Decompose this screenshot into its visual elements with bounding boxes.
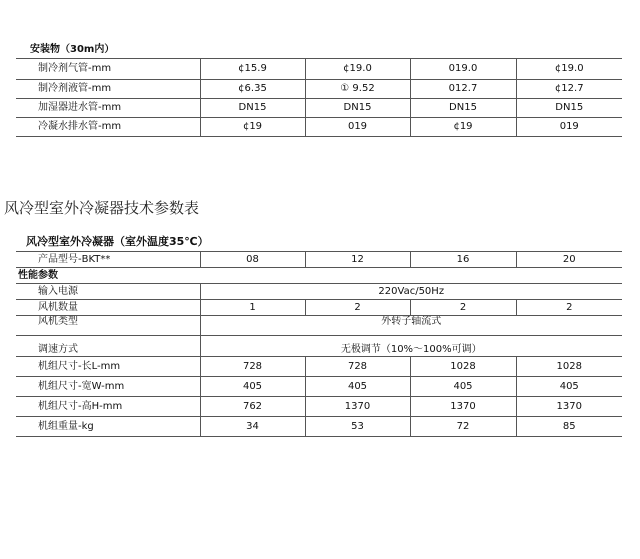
section1-label: 安装物（30m内） xyxy=(30,44,115,55)
table-row xyxy=(16,336,622,357)
cell: DN15 xyxy=(200,99,305,118)
cell: 1028 xyxy=(410,357,516,377)
cell: 16 xyxy=(410,252,516,268)
table-row xyxy=(16,316,622,336)
table-row xyxy=(16,59,622,80)
cell: ¢6.35 xyxy=(200,80,305,99)
cell: 019.0 xyxy=(410,59,516,80)
cell: 08 xyxy=(200,252,305,268)
table-row xyxy=(16,397,622,417)
row-label: 冷凝水排水管-mm xyxy=(16,118,200,137)
cell: 2 xyxy=(516,300,622,316)
cell: 外转子轴流式 xyxy=(200,316,622,336)
cell: 12 xyxy=(305,252,410,268)
row-label: 风机数量 xyxy=(16,300,200,316)
cell: DN15 xyxy=(410,99,516,118)
table-row xyxy=(16,377,622,397)
cell: ¢19.0 xyxy=(516,59,622,80)
table-row xyxy=(16,417,622,437)
condenser-table xyxy=(16,251,622,437)
cell: 1370 xyxy=(305,397,410,417)
cell: 405 xyxy=(410,377,516,397)
cell: 1028 xyxy=(516,357,622,377)
table-row xyxy=(16,268,622,284)
row-label: 制冷剂气管-mm xyxy=(16,59,200,80)
cell: 72 xyxy=(410,417,516,437)
cell: 1370 xyxy=(410,397,516,417)
cell: 2 xyxy=(410,300,516,316)
perf-label: 性能参数 xyxy=(16,268,622,284)
cell: 2 xyxy=(305,300,410,316)
cell: ① 9.52 xyxy=(305,80,410,99)
row-label: 产品型号-BKT** xyxy=(16,252,200,268)
row-label: 机组尺寸-高H-mm xyxy=(16,397,200,417)
cell: 019 xyxy=(516,118,622,137)
cell: 728 xyxy=(200,357,305,377)
cell: 012.7 xyxy=(410,80,516,99)
cell: 405 xyxy=(305,377,410,397)
table-row xyxy=(16,252,622,268)
cell: 405 xyxy=(200,377,305,397)
table-row xyxy=(16,284,622,300)
table-row xyxy=(16,99,622,118)
cell: 405 xyxy=(516,377,622,397)
cell: ¢19.0 xyxy=(305,59,410,80)
cell: 20 xyxy=(516,252,622,268)
row-label: 机组重量-kg xyxy=(16,417,200,437)
row-label: 制冷剂液管-mm xyxy=(16,80,200,99)
cell: 728 xyxy=(305,357,410,377)
cell: 1370 xyxy=(516,397,622,417)
cell: 019 xyxy=(305,118,410,137)
cell: 85 xyxy=(516,417,622,437)
cell: DN15 xyxy=(516,99,622,118)
row-label: 机组尺寸-长L-mm xyxy=(16,357,200,377)
cell: 220Vac/50Hz xyxy=(200,284,622,300)
piping-table xyxy=(16,58,622,137)
cell: ¢19 xyxy=(200,118,305,137)
cell: ¢12.7 xyxy=(516,80,622,99)
table-row xyxy=(16,357,622,377)
row-label: 加湿器进水管-mm xyxy=(16,99,200,118)
cell: 53 xyxy=(305,417,410,437)
cell: 无极调节（10%～100%可调） xyxy=(200,336,622,357)
cell: DN15 xyxy=(305,99,410,118)
cell: ¢19 xyxy=(410,118,516,137)
row-label: 输入电源 xyxy=(16,284,200,300)
cell: ¢15.9 xyxy=(200,59,305,80)
row-label: 风机类型 xyxy=(16,316,200,336)
cell: 34 xyxy=(200,417,305,437)
table-row xyxy=(16,118,622,137)
row-label: 机组尺寸-宽W-mm xyxy=(16,377,200,397)
table-row xyxy=(16,80,622,99)
cell: 1 xyxy=(200,300,305,316)
table-row xyxy=(16,300,622,316)
cell: 762 xyxy=(200,397,305,417)
page-title: 风冷型室外冷凝器技术参数表 xyxy=(4,199,200,217)
section2-subtitle: 风冷型室外冷凝器（室外温度35℃） xyxy=(26,235,209,248)
row-label: 调速方式 xyxy=(16,336,200,357)
